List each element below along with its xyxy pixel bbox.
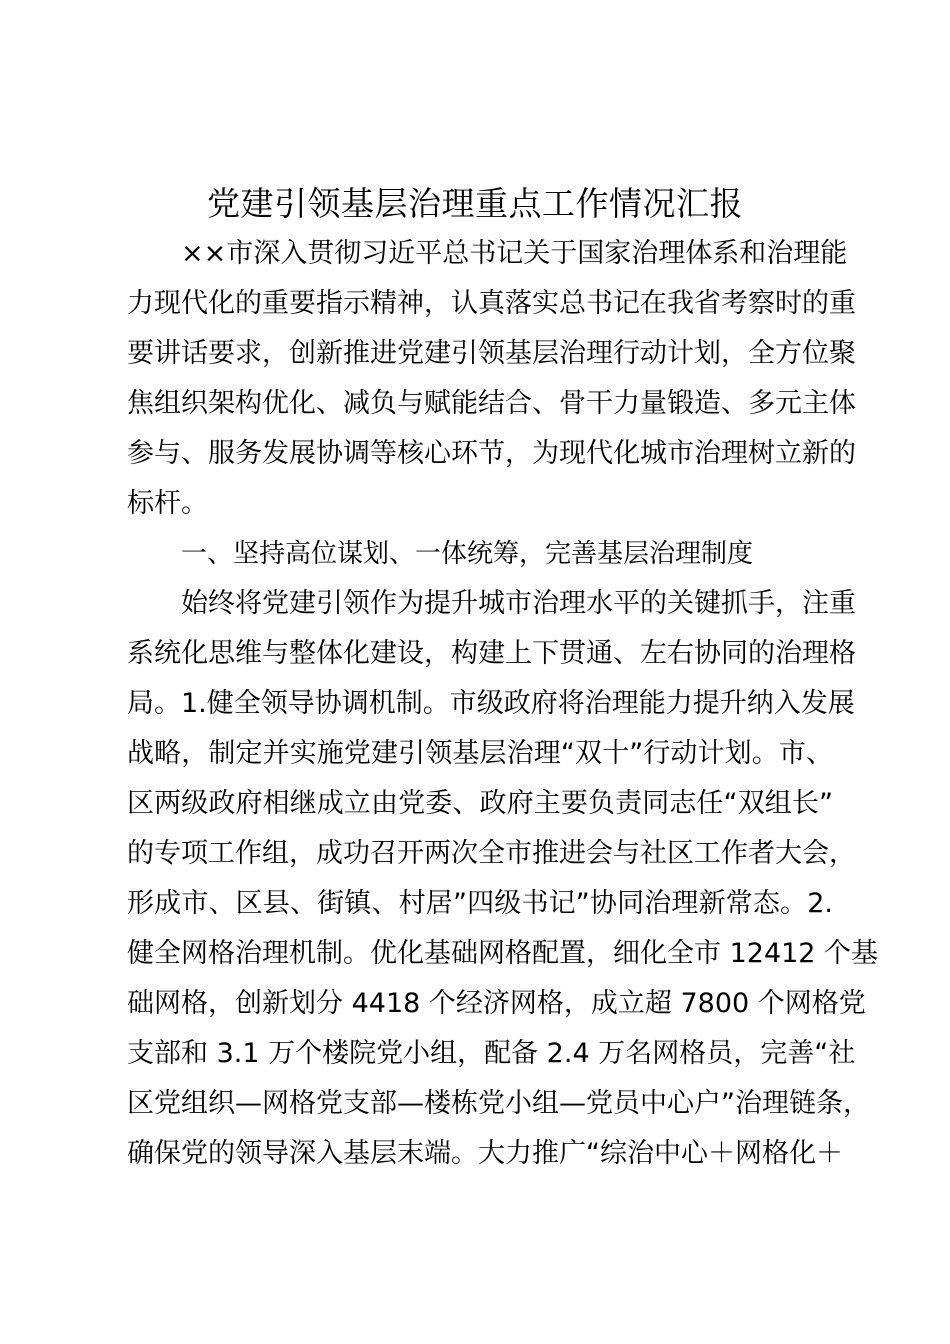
paragraph-line: 力现代化的重要指示精神，认真落实总书记在我省考察时的重 — [127, 288, 856, 319]
paragraph-line: 区党组织—网格党支部—楼栋党小组—党员中心户”治理链条， — [127, 1088, 870, 1119]
paragraph-line: ××市深入贯彻习近平总书记关于国家治理体系和治理能 — [181, 238, 848, 269]
paragraph-line: 的专项工作组，成功召开两次全市推进会与社区工作者大会， — [127, 838, 856, 869]
paragraph-line: 参与、服务发展协调等核心环节，为现代化城市治理树立新的 — [127, 438, 856, 469]
paragraph-line: 支部和 3.1 万个楼院党小组，配备 2.4 万名网格员，完善“社 — [127, 1038, 856, 1069]
paragraph-line: 健全网格治理机制。优化基础网格配置，细化全市 12412 个基 — [127, 938, 879, 969]
paragraph-line: 始终将党建引领作为提升城市治理水平的关键抓手，注重 — [181, 588, 856, 619]
paragraph-line: 区两级政府相继成立由党委、政府主要负责同志任“双组长” — [127, 788, 833, 819]
paragraph-line: 要讲话要求，创新推进党建引领基层治理行动计划，全方位聚 — [127, 338, 856, 369]
paragraph-line: 础网格，创新划分 4418 个经济网格，成立超 7800 个网格党 — [127, 988, 866, 1019]
paragraph-line: 标杆。 — [127, 488, 208, 519]
paragraph-line: 焦组织架构优化、减负与赋能结合、骨干力量锻造、多元主体 — [127, 388, 856, 419]
paragraph-line: 战略，制定并实施党建引领基层治理“双十”行动计划。市、 — [127, 738, 833, 769]
paragraph-line: 形成市、区县、街镇、村居”四级书记”协同治理新常态。2. — [127, 888, 833, 919]
paragraph-line: 确保党的领导深入基层末端。大力推广“综治中心＋网格化＋ — [127, 1138, 843, 1169]
paragraph-line: 局。1.健全领导协调机制。市级政府将治理能力提升纳入发展 — [127, 688, 855, 719]
document-title: 党建引领基层治理重点工作情况汇报 — [207, 184, 743, 223]
section-heading: 一、坚持高位谋划、一体统筹，完善基层治理制度 — [181, 539, 754, 569]
paragraph-line: 系统化思维与整体化建设，构建上下贯通、左右协同的治理格 — [127, 638, 856, 669]
